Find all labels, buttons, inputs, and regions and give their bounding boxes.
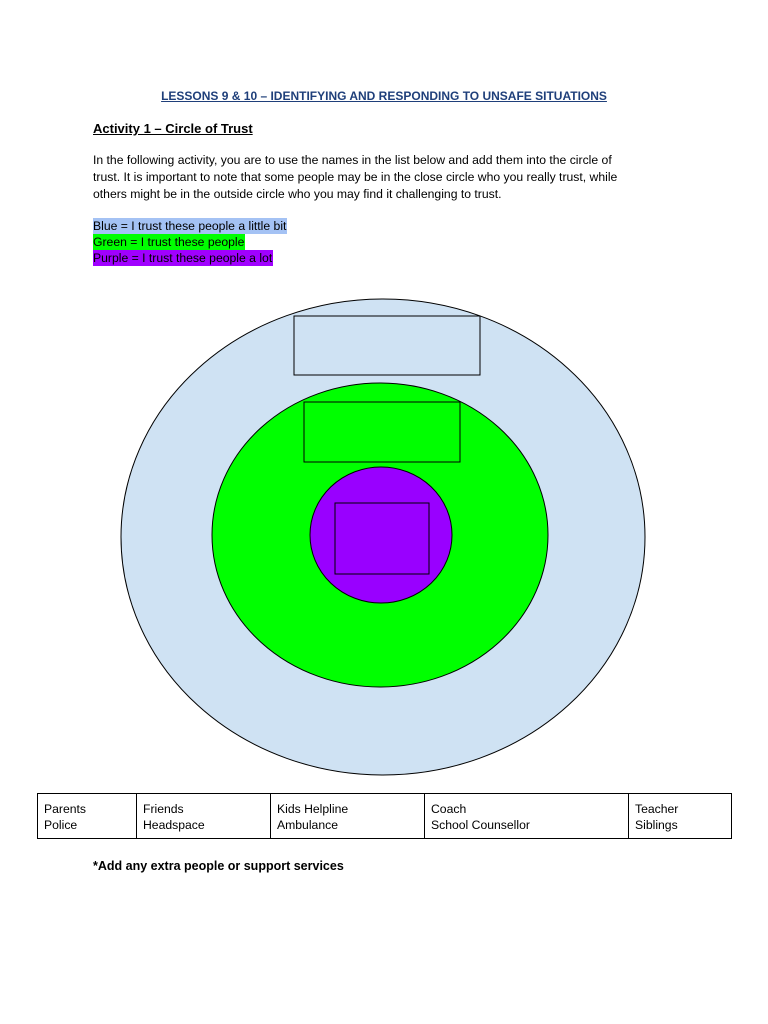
table-cell [425, 794, 629, 839]
name-item: Headspace [143, 818, 205, 832]
name-item: Siblings [635, 818, 678, 832]
middle-circle-name-box[interactable] [304, 402, 460, 462]
table-cell [629, 794, 732, 839]
instructions-line: In the following activity, you are to use the names in the list below and add them into the circle of [93, 153, 612, 167]
table-cell [271, 794, 425, 839]
legend-purple: Purple = I trust these people a lot [93, 251, 273, 265]
outer-circle-name-box[interactable] [294, 316, 480, 375]
instructions-line: others might be in the outside circle who you may find it challenging to trust. [93, 187, 502, 201]
name-item: Ambulance [277, 818, 338, 832]
page-title: LESSONS 9 & 10 – IDENTIFYING AND RESPONDING TO UNSAFE SITUATIONS [161, 89, 607, 103]
name-item: School Counsellor [431, 818, 530, 832]
table-row [38, 794, 732, 839]
table-cell [137, 794, 271, 839]
instructions-line: trust. It is important to note that some people may be in the close circle who you really trust, while [93, 170, 618, 184]
name-item: Coach [431, 802, 467, 816]
legend-green: Green = I trust these people [93, 235, 245, 249]
legend-blue: Blue = I trust these people a little bit [93, 219, 287, 233]
instructions-paragraph [93, 152, 673, 203]
name-item: Teacher [635, 802, 679, 816]
names-table [37, 793, 732, 839]
name-item: Police [44, 818, 78, 832]
name-item: Parents [44, 802, 87, 816]
name-item: Kids Helpline [277, 802, 349, 816]
table-cell [38, 794, 137, 839]
name-item: Friends [143, 802, 184, 816]
footnote: *Add any extra people or support services [93, 859, 344, 873]
inner-circle-name-box[interactable] [335, 503, 429, 574]
color-legend [93, 218, 287, 266]
activity-heading: Activity 1 – Circle of Trust [93, 121, 253, 136]
